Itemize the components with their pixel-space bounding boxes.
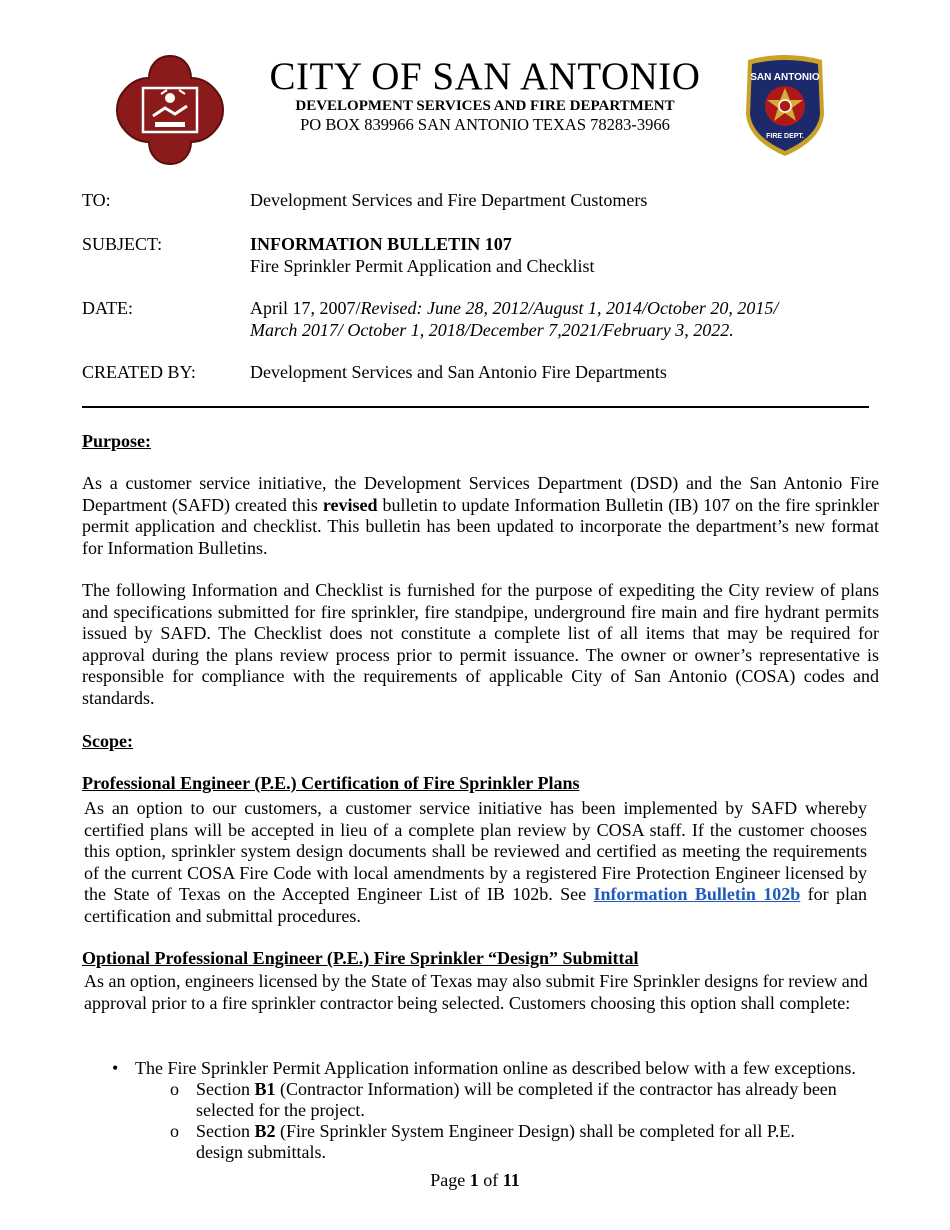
sub-bullet-text: Section B1 (Contractor Information) will be completed if the contractor has already been selected for the project. [196, 1079, 837, 1120]
purpose-paragraph-2: The following Information and Checklist is furnished for the purpose of expediting the City review of plans and specifications submitted for fire sprinkler, fire standpipe, underground fire main and fire hydrant permits issued by SAFD. The Checklist does not constitute a complete list of all items that may be required for approval during the plans review process prior to permit issuance. The owner or owner’s representative is responsible for compliance with the requirements of applicable City of San Antonio (COSA) codes and standards. [82, 580, 879, 708]
badge-top-text: SAN ANTONIO [750, 72, 820, 83]
optional-design-paragraph: As an option, engineers licensed by the State of Texas may also submit Fire Sprinkler designs for review and approval prior to a fire sprinkler contractor being selected. Customers choosing this option shall complete: [84, 971, 868, 1013]
purpose-heading: Purpose: [82, 431, 151, 451]
fire-department-badge-logo [740, 54, 830, 158]
sub-bullet-icon: o [170, 1121, 179, 1141]
scope-heading: Scope: [82, 731, 133, 751]
city-seal-logo [113, 54, 227, 166]
to-value: Development Services and Fire Department Customers [250, 190, 648, 210]
bullet-text: The Fire Sprinkler Permit Application information online as described below with a few exceptions. [135, 1058, 856, 1078]
date-original: April 17, 2007/ [250, 298, 361, 318]
mailing-address: PO BOX 839966 SAN ANTONIO TEXAS 78283-3966 [300, 115, 670, 134]
purpose-paragraph-1: As a customer service initiative, the Development Services Department (DSD) and the San Antonio Fire Department (SAFD) created this revised bulletin to update Information Bulletin (IB) 107 on the fire sprinkler permit application and checklist. This bulletin has been updated to incorporate the department’s new format for Information Bulletins. [82, 473, 880, 558]
sub-bullet-text: Section B2 (Fire Sprinkler System Engineer Design) shall be completed for all P.E. design submittals. [196, 1121, 795, 1162]
created-by-value: Development Services and San Antonio Fire Departments [250, 362, 667, 382]
department-name: DEVELOPMENT SERVICES AND FIRE DEPARTMENT [295, 98, 675, 114]
header-divider [82, 406, 869, 408]
bullet-icon: • [112, 1058, 119, 1078]
pe-certification-heading: Professional Engineer (P.E.) Certification of Fire Sprinkler Plans [82, 773, 580, 793]
subject-title: INFORMATION BULLETIN 107 [250, 234, 512, 254]
sub-bullet-icon: o [170, 1079, 179, 1099]
page-number: Page 1 of 11 [430, 1170, 520, 1190]
city-name: CITY OF SAN ANTONIO [269, 55, 701, 98]
date-revised-line2: March 2017/ October 1, 2018/December 7,2021/February 3, 2022. [250, 320, 734, 340]
optional-design-heading: Optional Professional Engineer (P.E.) Fire Sprinkler “Design” Submittal [82, 948, 639, 968]
badge-bottom-text: FIRE DEPT. [766, 133, 804, 140]
pe-certification-paragraph: As an option to our customers, a customer service initiative has been implemented by SAFD whereby certified plans will be accepted in lieu of a complete plan review by COSA staff. If the customer chooses this option, sprinkler system design documents shall be reviewed and certified as meeting the requirements of the current COSA Fire Code with local amendments by a registered Fire Protection Engineer licensed by the State of Texas on the Accepted Engineer List of IB 102b. See Information Bulletin 102b for plan certification and submittal procedures. [84, 798, 868, 926]
date-label: DATE: [82, 298, 133, 318]
information-bulletin-102b-link[interactable]: Information Bulletin 102b [593, 884, 801, 904]
subject-subtitle: Fire Sprinkler Permit Application and Checklist [250, 256, 595, 276]
letterhead [230, 56, 740, 135]
subject-label: SUBJECT: [82, 234, 163, 254]
to-label: TO: [82, 190, 111, 210]
created-by-label: CREATED BY: [82, 362, 196, 382]
date-revised-line1: Revised: June 28, 2012/August 1, 2014/October 20, 2015/ [360, 298, 779, 318]
